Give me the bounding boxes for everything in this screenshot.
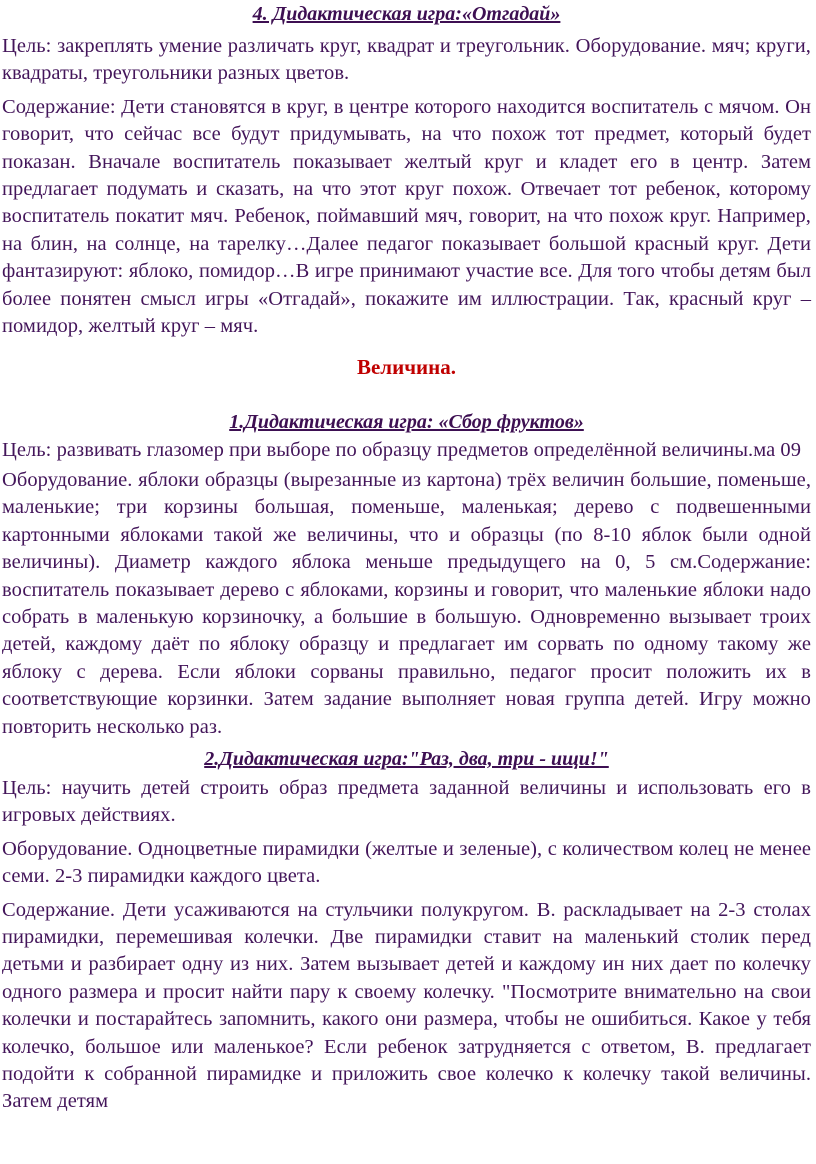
game2-goal: Цель: научить детей строить образ предмета заданной величины и использовать его в игровых действиях. bbox=[2, 776, 811, 827]
game2-content: Содержание. Дети усаживаются на стульчики полукругом. В. раскладывает на 2-3 столах пирамидки, перемешивая колечки. Две пирамидки ставит на маленький столик перед детьми и разбирает одну из них. Затем вызывает детей и каждому ин них дает по колечку одного размера и просит найти пару к своему колечку. "Посмотрите внимательно на свои колечки и постарайтесь запомнить, какого они размера, чтобы не ошибиться. Какое у тебя колечко, большое или маленькое? Если ребенок затрудняется с ответом, В. предлагает подойти к собранной пирамидке и приложить свое колечко к колечку такой величины. Затем детям bbox=[2, 898, 811, 1113]
game1-goal: Цель: развивать глазомер при выборе по образцу предметов определённой величины.ма 09 bbox=[2, 439, 802, 462]
game4-goal: Цель: закреплять умение различать круг, квадрат и треугольник. Оборудование. мяч; круги, квадраты, треугольники разных цветов. bbox=[2, 35, 811, 85]
section-title-size: Величина. bbox=[356, 355, 456, 380]
game4-title: 4. Дидактическая игра:«Отгадай» bbox=[252, 3, 561, 25]
game1-content: Оборудование. яблоки образцы (вырезанные из картона) трёх величин большие, поменьше, маленькие; три корзины большая, поменьше, маленькая; дерево с подвешенными картонными яблоками такой же величины, что и образцы (по 8-10 яблок были одной величины). Диаметр каждого яблока меньше предыдущего на 0, 5 см.Содержание: воспитатель показывает дерево с яблоками, корзины и говорит, что маленькие яблоки надо собрать в маленькую корзиночку, а большие в большую. Одновременно вызывает троих детей, каждому даёт по яблоку образцу и предлагает им сорвать по одному такому же яблоку с дерева. Если яблоки сорваны правильно, педагог просит положить их в соответствующие корзинки. Затем задание выполняет новая группа детей. Игру можно повторить несколько раз. bbox=[2, 468, 811, 738]
game4-content: Содержание: Дети становятся в круг, в центре которого находится воспитатель с мячом. Он говорит, что сейчас все будут придумывать, на что похож тот предмет, который будет показан. Вначале воспитатель показывает желтый круг и кладет его в центр. Затем предлагает подумать и сказать, на что этот круг похож. Отвечает тот ребенок, которому воспитатель покатит мяч. Ребенок, поймавший мяч, говорит, на что похож круг. Например, на блин, на солнце, на тарелку…Далее педагог показывает большой красный круг. Дети фантазируют: яблоко, помидор…В игре принимают участие все. Для того чтобы детям был более понятен смысл игры «Отгадай», покажите им иллюстрации. Так, красный круг – помидор, желтый круг – мяч. bbox=[2, 95, 811, 338]
game2-title: 2.Дидактическая игра:"Раз, два, три - ищи!" bbox=[204, 747, 609, 770]
game2-equipment: Оборудование. Одноцветные пирамидки (желтые и зеленые), с количеством колец не менее семи. 2-3 пирамидки каждого цвета. bbox=[2, 837, 811, 888]
game1-title: 1.Дидактическая игра: «Сбор фруктов» bbox=[229, 411, 584, 434]
